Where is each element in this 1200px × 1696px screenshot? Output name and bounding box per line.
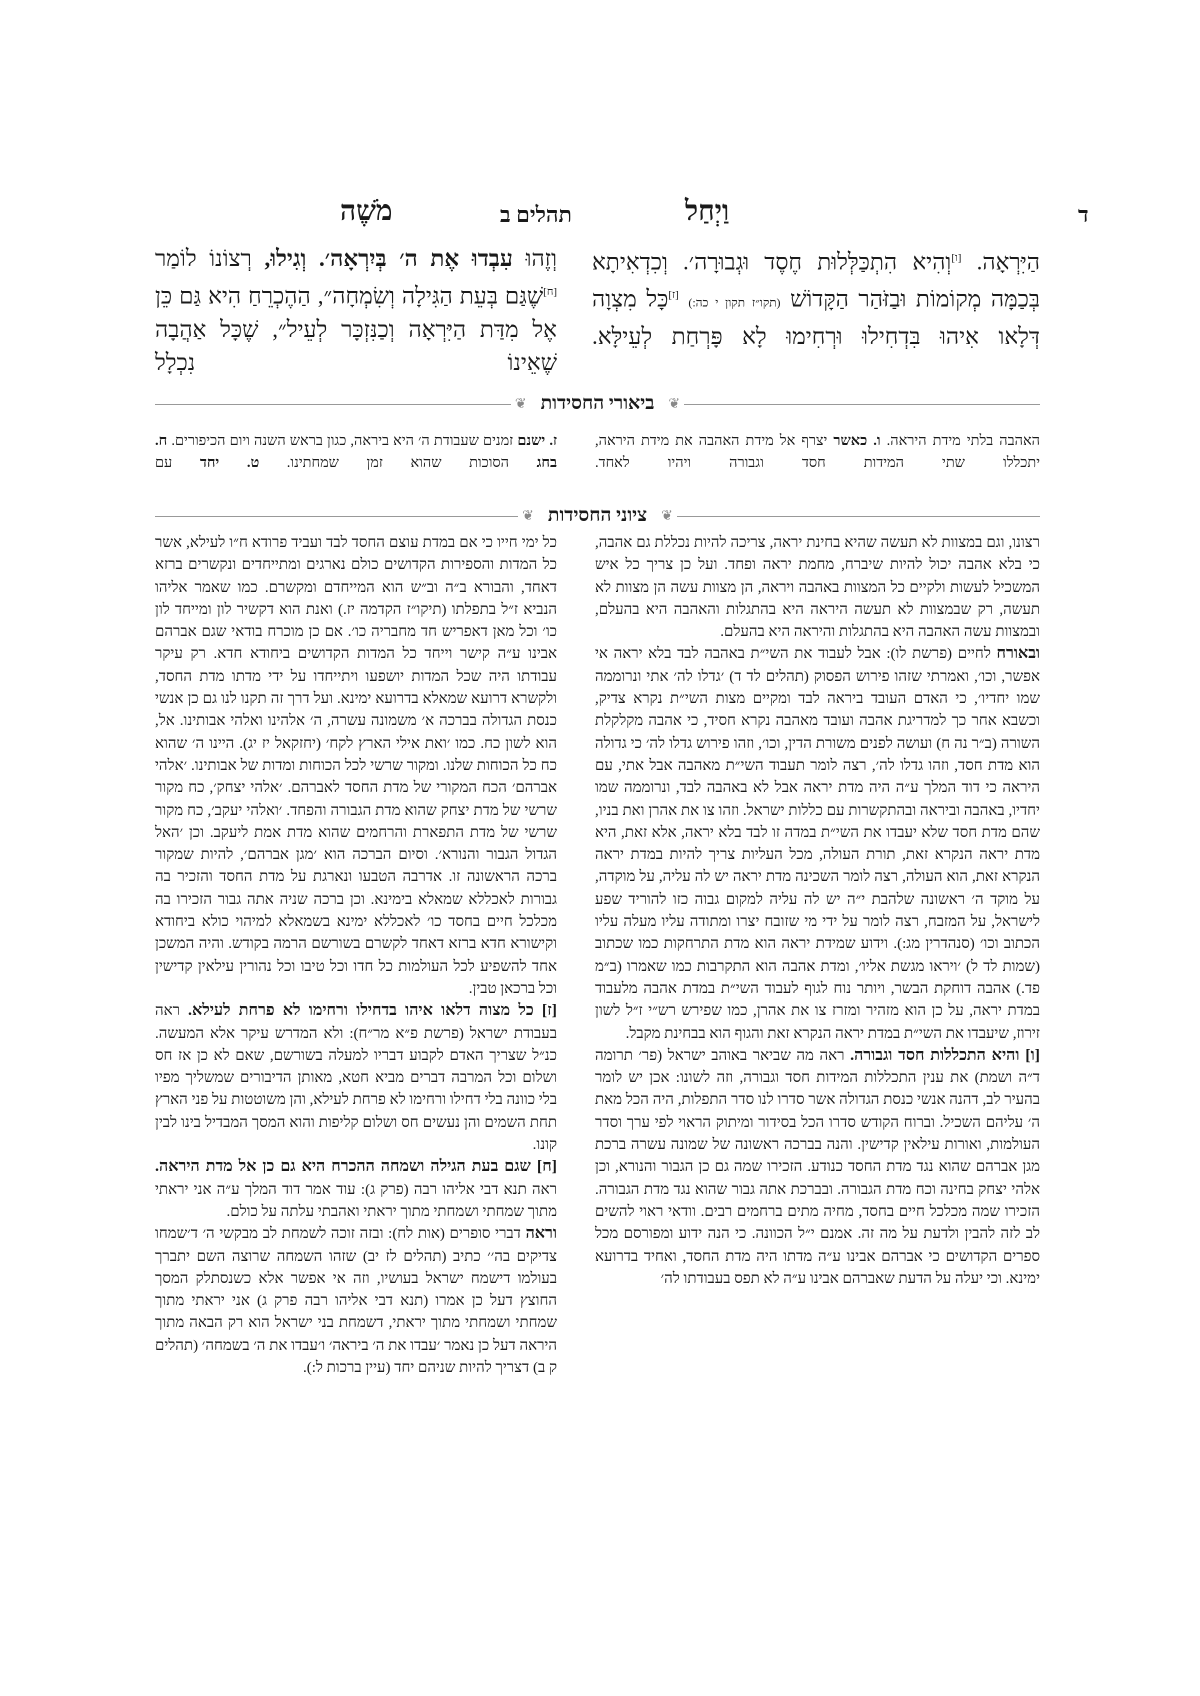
divider-line bbox=[677, 516, 1040, 517]
paragraph-head: ובאורח bbox=[996, 645, 1040, 663]
text: הסוכות שהוא זמן שמחתינו. bbox=[259, 455, 537, 471]
paragraph bbox=[155, 532, 557, 1000]
note-label: ח. bbox=[155, 433, 168, 449]
bold-text: יחד bbox=[199, 455, 220, 471]
paragraph-head: [ז] כל מצוה דלאו איהו בדחילו ורחימו לא פרחת לעילא. bbox=[188, 1002, 558, 1020]
main-text-right bbox=[592, 242, 1040, 354]
paragraph bbox=[155, 1223, 557, 1379]
ornament-icon: ❦ bbox=[522, 508, 534, 524]
paragraph bbox=[155, 1156, 557, 1223]
text: רְצוֹנוֹ לוֹמַר bbox=[155, 246, 265, 271]
paragraph bbox=[155, 1000, 557, 1156]
note-marker: [ו] bbox=[951, 252, 962, 264]
bold-text: בחג bbox=[536, 455, 557, 471]
section-divider-tziyunei bbox=[155, 504, 1040, 528]
text: יצרף אל מידת האהבה את מידת היראה, יתכללו שתי המידות חסד וגבורה ויהיו לאחד. bbox=[595, 433, 1040, 471]
note-label: ט. bbox=[219, 455, 260, 471]
text: ראה בעבודת ישראל (פרשת פ״א מר״ח): ולא המדרש עיקר אלא המעשה. כנ״ל שצריך האדם לקבוע דבריו למעלה בשורשם, שאם לא כן אז חס ושלום וכל המרבה דברים מביא חטא, מאותן הדיבורים שמשליך מפיו בלי כוונה בלי דחילו ורחימו לא פרחת לעילא, והן משוטטות על פני הארץ תחת השמים והן נעשים חס ושלום קליפות והוא המסך המבדיל בינו לבין קונו. bbox=[155, 1003, 557, 1154]
ornament-icon: ❦ bbox=[668, 396, 681, 412]
text: וְזֶהוּ bbox=[512, 246, 557, 271]
divider-line bbox=[155, 516, 518, 517]
text: לחיים (פרשת לו): אבל לעבוד את השי״ת באהבה לבד בלא יראה אי אפשר, וכו׳, ואמרתי שזהו פירוש הפסוק (תהלים לד ד) ׳גדלו לה׳ אתי ונרוממה שמו יחדיו׳, כי האדם העובד ביראה לבד ומקיים מצות השי״ת נקרא צדיק, וכשבא אחר כך למדריגת אהבה ועובד מאהבה נקרא חסיד, כי אהבה מקלקלת השורה (ב״ר נה ח) ועושה לפנים משורת הדין, וכו׳, וזהו פירוש גדלו לה׳ כי גדולה הוא מדת חסד, וזהו גדלו לה׳, רצה לומר תעבוד השי״ת מאהבה אבל אתי, עם היראה כי דוד המלך ע״ה היה מדת יראה אבל לא באהבה לבד, ונרוממה שמו יחדיו, באהבה וביראה ובהתקשרות עם כללות ישראל. וזהו צו את אהרן ואת בניו, שהם מדת חסד שלא יעבדו את השי״ת במדה זו לבד בלא יראה, אלא זאת, היא מדת יראה הנקרא זאת, תורת העולה, מכל העליות צריך להיות במדת יראה הנקרא זאת, הוא העולה, רצה לומר השכינה מדת יראה יש לה עליה, על מוקדה, על מוקד ה׳ ראשונה שלהבת י״ה יש לה עליה למקום גבוה כזו להוריד שפע לישראל, על המזבח, רצה לומר על ידי מי שזובח יצרו ומתודה עליו מעלה עליו הכתוב וכו׳ (סנהדרין מג:). וידוע שמידת יראה הוא מדת התרחקות כמו שכתוב (שמות לד ל) ׳ויראו מגשת אליו׳, ומדת אהבה הוא התקרבות כמו שאמרו (ב״מ פד.) אהבה דוחקת הבשר, ויותר נוח לגוף לעבוד השי״ת במדת אהבה מלעבוד במדת יראה, על כן הוא מזהיר ומזרז צו את אהרן, כמו שפירש רש״י ז״ל לשון זירוז, שיעבדו את השי״ת במדת יראה הנקרא זאת והגוף הוא בבחינת מקבל. bbox=[595, 646, 1040, 1042]
main-text-left bbox=[155, 242, 557, 380]
section-title: ציוני החסידות bbox=[547, 505, 648, 526]
text: זמנים שעבודת ה׳ היא ביראה, כגון בראש השנה ויום הכיפורים. bbox=[167, 433, 518, 449]
text: שֶׁגַּם בְּעֵת הַגִּילָה וְשִׂמְחָה״, הַהֶכְרֵחַ הִיא גַּם כֵּן אֶל מִדַּת הַיִּרְאָה וְכַנִּזְכָּר לְעֵיל״, שֶׁכָּל אַהֲבָה שֶׁאֵינוֹ נִכְלָל bbox=[155, 283, 557, 376]
text: הַיִּרְאָה. bbox=[961, 249, 1040, 275]
text: ראה תנא דבי אליהו רבה (פרק ג): עוד אמר דוד המלך ע״ה אני יראתי מתוך שמחתי ושמחתי מתוך יראתי ואהבתי עלתה על כולם. bbox=[155, 1181, 557, 1220]
page-number: ד bbox=[1078, 202, 1089, 227]
paragraph bbox=[595, 1045, 1040, 1290]
divider-line bbox=[155, 404, 511, 405]
text: האהבה בלתי מידת היראה. bbox=[880, 433, 1040, 449]
section-divider-biurei bbox=[155, 392, 1040, 416]
text: וְהִיא הִתְכַּלְּלוּת חֶסֶד וּגְבוּרָה׳. וְכִדְאִיתָא בְּכַמָּה מְקוֹמוֹת וּבַזֹּהַר הַקָּדוֹשׁ bbox=[592, 249, 1041, 312]
text: כָּל מִצְוָה דְּלָאו אִיהוּ בִּדְחִילוּ וּרְחִימוּ לָא פָּרְחַת לְעֵילָּא. bbox=[592, 286, 1040, 350]
paragraph-head: [ח] שגם בעת הגילה ושמחה ההכרח היא גם כן אל מדת היראה. bbox=[155, 1158, 557, 1176]
text: כל ימי חייו כי אם במדת עוצם החסד לבד ועביד פרודא ח״ו לעילא, אשר כל המדות והספירות הקדושים כולם נארגים ומתייחדים ונקשרים ברזא דאחד, והבורא ב״ה וב״ש הוא המייחדם ומקשרם. כמו שאמר אליהו הנביא ז״ל בתפלתו (תיקו״ז הקדמה יז.) ואנת הוא דקשיר לון ומייחד לון כו׳ וכל מאן דאפריש חד מחבריה כו׳. אם כן מוכרח בודאי שגם אברהם אבינו ע״ה קישר וייחד כל המדות הקדושים ביחודא חדא. רק עיקר עבודתו היה שכל המדות יושפעו ויתייחדו על ידי מדתו מדת החסד, ולקשרא דרועא שמאלא בדרועא ימינא. ועל דרך זה תקנו לנו גם כן אנשי כנסת הגדולה בברכה א׳ משמונה עשרה, ה׳ אלהינו ואלהי אבותינו. אל, הוא לשון כח. כמו ׳ואת אילי הארץ לקח׳ (יחזקאל יז יג). היינו ה׳ שהוא כח כל הכוחות שלנו. ומקור שרשי לכל הכוחות ומדות של אבותינו. ׳אלהי אברהם׳ הכח המקורי של מדת החסד לאברהם. ׳אלהי יצחק׳, כח מקור שרשי של מדת יצחק שהוא מדת הגבורה והפחד. ׳ואלהי יעקב׳, כח מקור שרשי של מדת התפארת והרחמים שהוא מדת אמת ליעקב. וכן ׳האל הגדול הגבור והנורא׳. וסיום הברכה הוא ׳מגן אברהם׳, להיות שמקור ברכה הראשונה זו. אדרבה הטבעו ונארגת על מדת החסד והזכיר בה גבורות לאכללא שמאלא בימינא. וכן ברכה שניה אתה גבור הזכירו בה מכלכל חיים בחסד כו׳ לאכללא ימינא בשמאלא למיהוי כולא ביחודא וקישורא חדא ברזא דאחד לקשרם בשורשם הרמה בקודש. והיה המשכן אחד להשפיע לכל העולמות כל חדו וכל טיבו וכל נהורין עילאין קדישין וכל ברכאן טבין. bbox=[155, 535, 557, 997]
paragraph bbox=[595, 532, 1040, 643]
note-marker: [ז] bbox=[668, 289, 679, 302]
text: עם bbox=[155, 455, 200, 471]
divider-line bbox=[684, 404, 1040, 405]
tziyunei-left-column bbox=[155, 532, 557, 1379]
section-title: ביאורי החסידות bbox=[540, 393, 655, 414]
ornament-icon: ❦ bbox=[514, 396, 527, 412]
biurei-left bbox=[155, 430, 557, 474]
source-ref: (תקו״ז תקון י כה:) bbox=[688, 295, 781, 310]
paragraph-head: [ו] והיא התכללות חסד וגבורה. bbox=[850, 1046, 1041, 1064]
running-head-chapter: תהלים ב bbox=[500, 202, 572, 227]
paragraph-head: וראה bbox=[525, 1225, 557, 1243]
biurei-right bbox=[595, 430, 1040, 474]
bold-text: כאשר bbox=[833, 433, 868, 449]
text: ראה מה שביאר באוהב ישראל (פר׳ תרומה ד״ה ושמת) את ענין התכללות המידות חסד וגבורה, וזה לשונו: אכן יש לומר בהעיר לב, דהנה אנשי כנסת הגדולה אשר סדרו לנו סדר התפלות, היה הכל מאת ה׳ עליהם השכיל. וברוח הקודש סדרו הכל בסידור ומיתוק הראוי לפי ערך וסדר העולמות, ואורות עילאין קדישין. והנה בברכה ראשונה של שמונה עשרה ברכת מגן אברהם שהוא נגד מדת החסד כנודע. הזכירו שמה גם כן הגבור והנורא, וכן אלהי יצחק בחינה וכח מדת הגבורה. ובברכת אתה גבור שהוא נגד מדת הגבורה. הזכירו שמה מכלכל חיים בחסד, מחיה מתים ברחמים רבים. וודאי ראוי להשים לב לזה להבין ולדעת על מה זה. אמנם י״ל הכוונה. כי הנה ידוע ומפורסם מכל ספרים הקדושים כי אברהם אבינו ע״ה מדתו היה מדת החסד, ואחיד בדרועא ימינא. וכי יעלה על הדעת שאברהם אבינו ע״ה לא תפס בעבודתו לה׳ bbox=[595, 1047, 1040, 1287]
text: דברי סופרים (אות לח): ובזה זוכה לשמחת לב מבקשי ה׳ ד׳שמחו צדיקים בה׳׳ כתיב (תהלים לז יב) שזהו השמחה שרוצה השם יתברך בעולמו דישמח ישראל בעושיו, וזה אי אפשר אלא כשנסתלק המסך החוצץ דעל כן אמרו (תנא דבי אליהו רבה פרק ג) אני יראתי מתוך שמחתי ושמחתי מתוך יראתי, דשמחת בני ישראל הוא רק הבאה מתוך היראה דעל כן נאמר ׳עבדו את ה׳ ביראה׳ ו׳עבדו את ה׳ בשמחה׳ (תהלים ק ב) דצריך להיות שניהם יחד (עיין ברכות ל:). bbox=[155, 1226, 557, 1376]
note-label: ז. bbox=[545, 433, 557, 449]
note-label: ו. bbox=[867, 433, 881, 449]
note-marker: [ח] bbox=[543, 285, 557, 298]
running-head-author: מֹשֶׁה bbox=[340, 196, 393, 227]
text: רצונו, וגם במצוות לא תעשה שהיא בחינת יראה, צריכה להיות נכללת גם אהבה, כי בלא אהבה יכול להיות שיברח, מחמת יראה ופחד. ועל כן צריך כל איש המשכיל לעשות ולקיים כל המצוות באהבה ויראה, הן מצוות עשה הן מצוות לא תעשה, רק שבמצוות לא תעשה היראה היא בהתגלות והאהבה היא בהעלם, ובמצוות עשה האהבה היא בהתגלות והיראה היא בהעלם. bbox=[595, 535, 1040, 641]
paragraph bbox=[595, 643, 1040, 1044]
running-head-parsha: וַיְחַל bbox=[685, 196, 730, 227]
ornament-icon: ❦ bbox=[661, 508, 673, 524]
bold-text: ישנם bbox=[517, 433, 546, 449]
tziyunei-right-column bbox=[595, 532, 1040, 1290]
bold-text: עִבְדוּ אֶת ה׳ בְּיִרְאָה׳. וְגִילוּ, bbox=[264, 246, 513, 271]
